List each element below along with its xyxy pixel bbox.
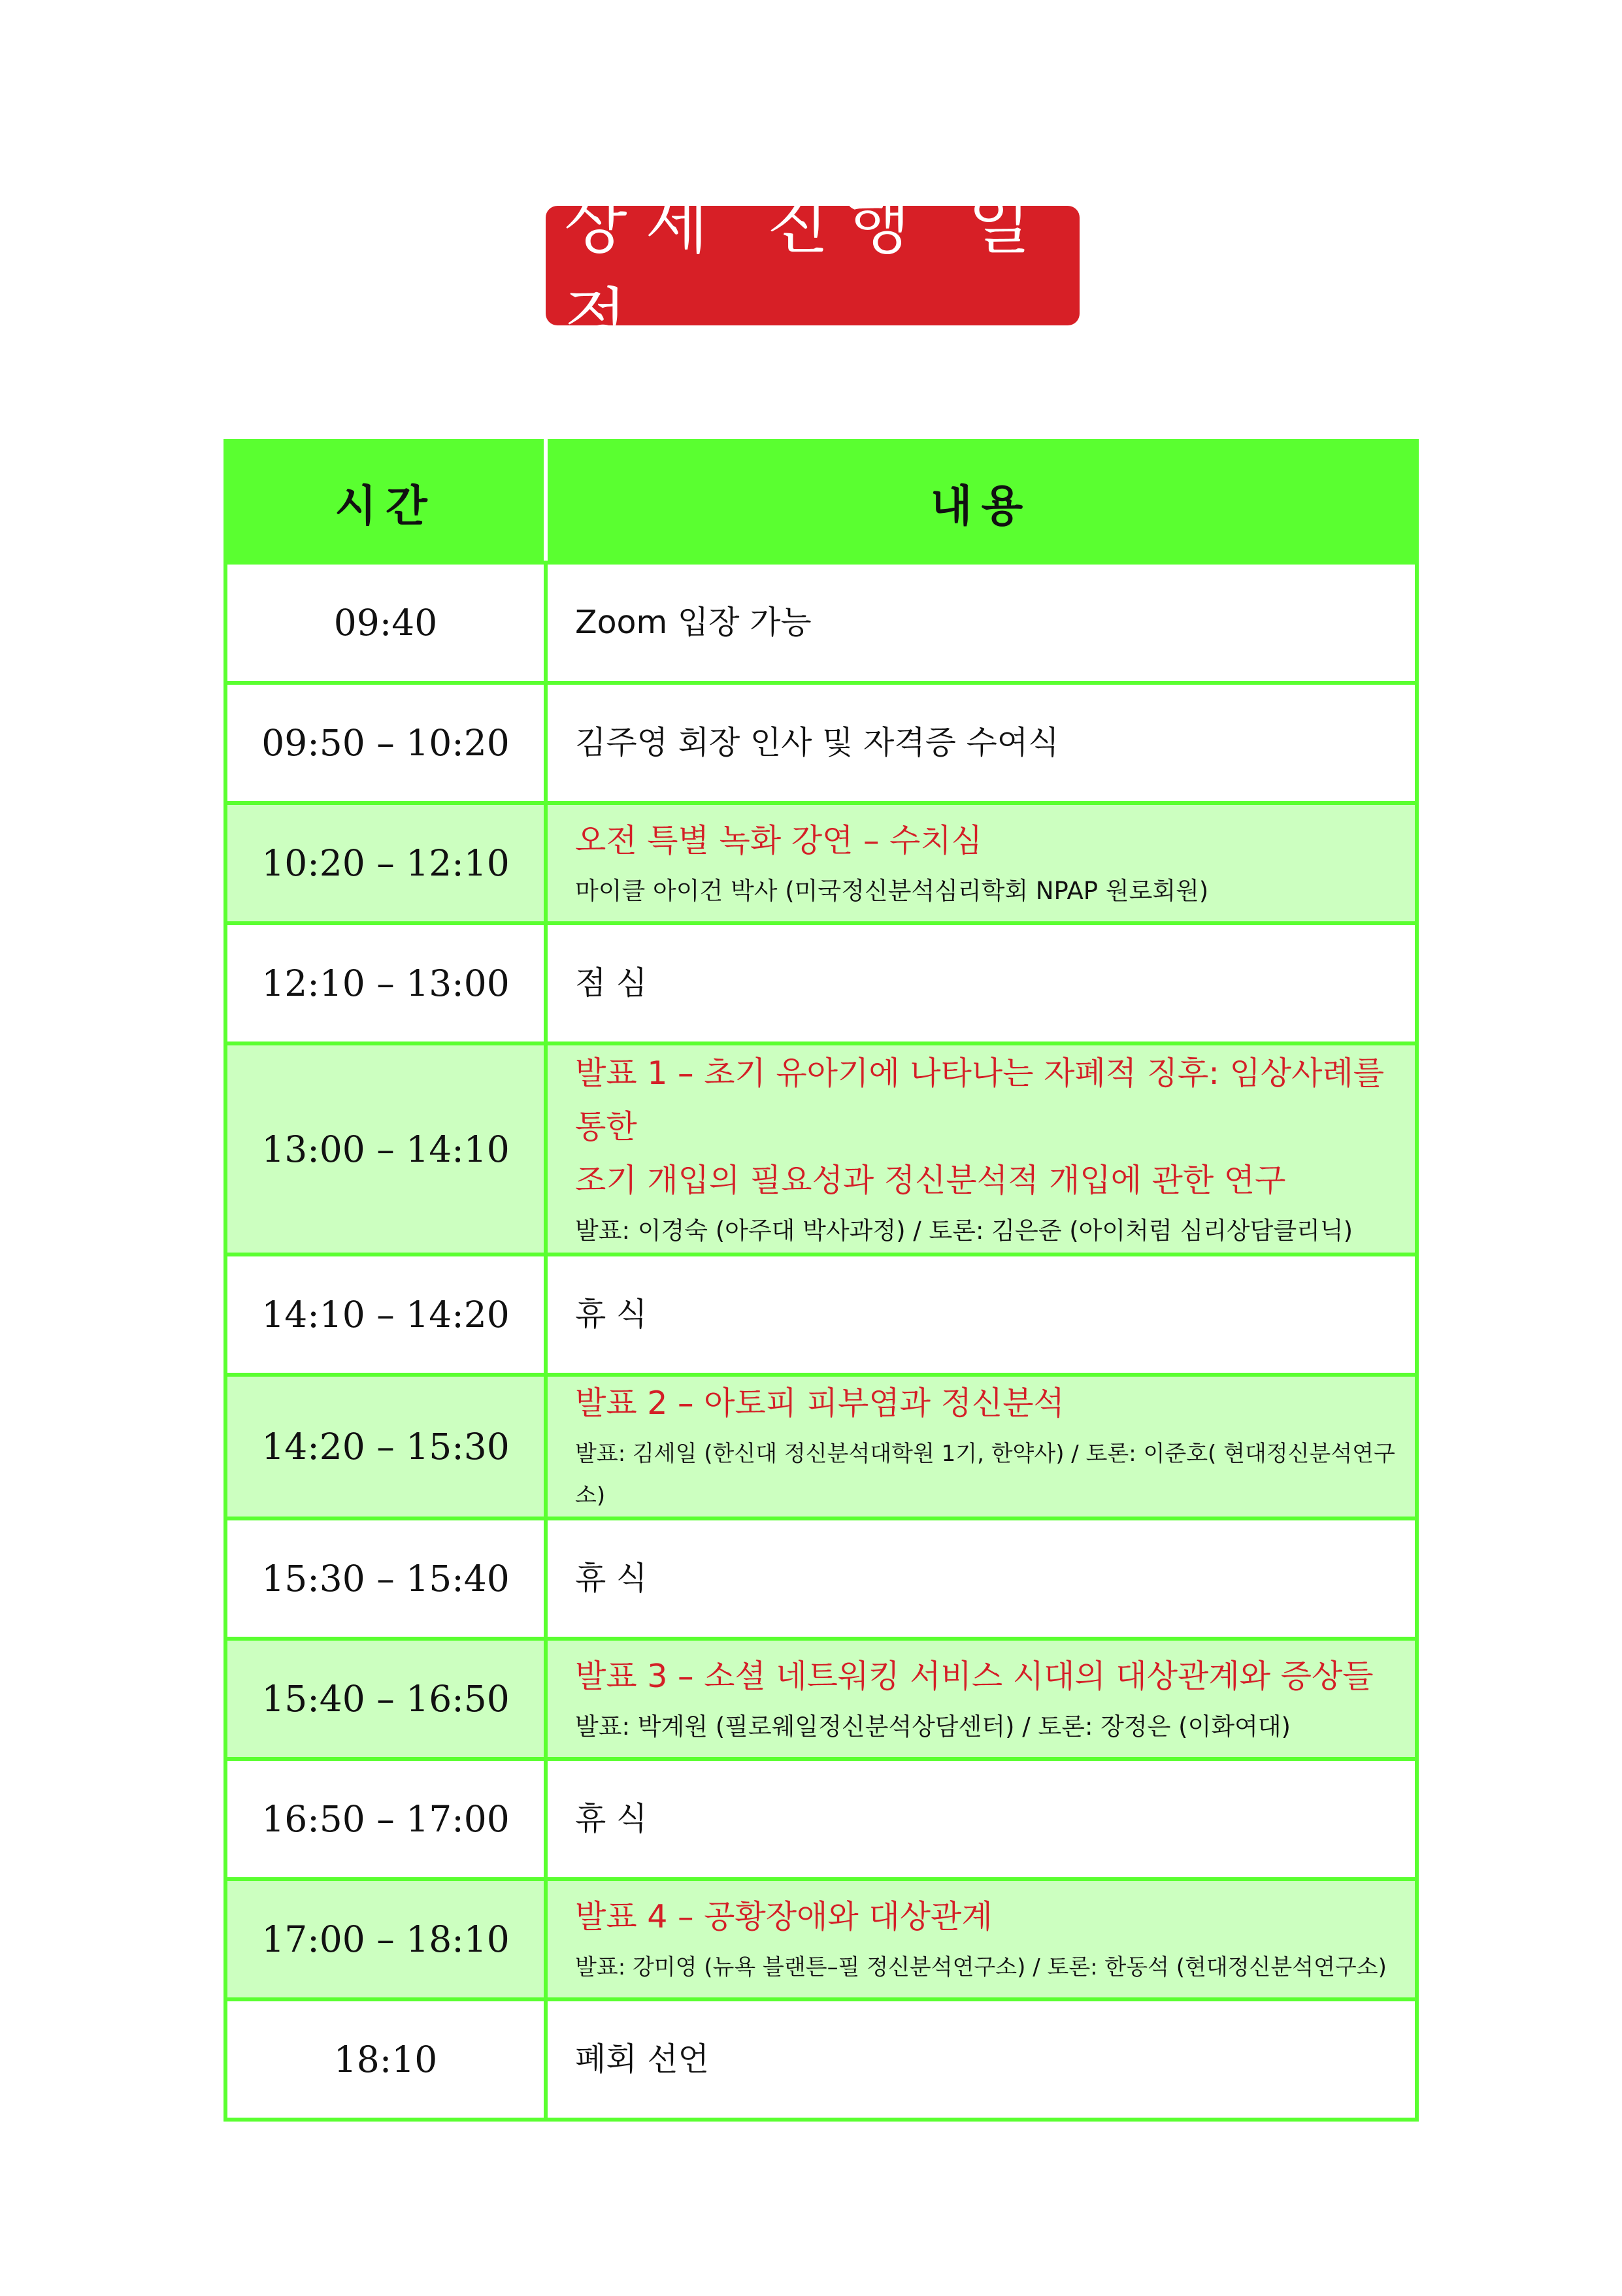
- row-content: [546, 1043, 1417, 1255]
- row-time: 12:10 – 13:00: [225, 923, 546, 1043]
- session-title: 발표 2 – 아토피 피부염과 정신분석: [575, 1385, 1065, 1422]
- table-row: [225, 803, 1417, 923]
- row-content: [546, 923, 1417, 1043]
- row-content: [546, 1518, 1417, 1639]
- header-content: 내용: [546, 441, 1417, 563]
- table-row: [225, 1639, 1417, 1759]
- schedule-table: [223, 439, 1419, 2122]
- row-time: 10:20 – 12:10: [225, 803, 546, 923]
- table-row: [225, 1879, 1417, 1999]
- table-row: [225, 1375, 1417, 1518]
- row-time: 16:50 – 17:00: [225, 1759, 546, 1879]
- row-main-text: 휴 식: [575, 1560, 648, 1597]
- row-time: 13:00 – 14:10: [225, 1043, 546, 1255]
- table-header-row: [225, 441, 1417, 563]
- session-title: 오전 특별 녹화 강연 – 수치심: [575, 822, 983, 859]
- session-speaker-line: 발표: 이경숙 (아주대 박사과정) / 토론: 김은준 (아이처럼 심리상담클리닉): [575, 1216, 1353, 1245]
- row-main-text: Zoom 입장 가능: [575, 604, 812, 641]
- row-main-text: 김주영 회장 인사 및 자격증 수여식: [575, 724, 1059, 761]
- header-time: 시간: [225, 441, 546, 563]
- row-time: 17:00 – 18:10: [225, 1879, 546, 1999]
- table-row: [225, 1518, 1417, 1639]
- table-row: [225, 1043, 1417, 1255]
- session-title: 발표 4 – 공황장애와 대상관계: [575, 1898, 993, 1935]
- row-content: [546, 683, 1417, 803]
- table-row: [225, 1255, 1417, 1375]
- row-time: 15:40 – 16:50: [225, 1639, 546, 1759]
- row-time: 14:20 – 15:30: [225, 1375, 546, 1518]
- session-title-line-2: 조기 개입의 필요성과 정신분석적 개입에 관한 연구: [575, 1161, 1286, 1199]
- row-time: 15:30 – 15:40: [225, 1518, 546, 1639]
- session-speaker-line: 마이클 아이건 박사 (미국정신분석심리학회 NPAP 원로회원): [575, 877, 1209, 905]
- row-content: [546, 1255, 1417, 1375]
- row-main-text: 휴 식: [575, 1800, 648, 1837]
- row-content: [546, 1879, 1417, 1999]
- row-content: [546, 803, 1417, 923]
- page-title: 상세 진행 일정: [564, 186, 1050, 357]
- row-main-text: 휴 식: [575, 1296, 648, 1333]
- row-content: [546, 1639, 1417, 1759]
- row-content: [546, 1759, 1417, 1879]
- session-speaker-line: 발표: 강미영 (뉴욕 블랜튼–필 정신분석연구소) / 토론: 한동석 (현대정신분석연구소): [575, 1954, 1387, 1980]
- table-row: [225, 923, 1417, 1043]
- row-time: 14:10 – 14:20: [225, 1255, 546, 1375]
- table-row: [225, 683, 1417, 803]
- session-title: 발표 3 – 소셜 네트워킹 서비스 시대의 대상관계와 증상들: [575, 1658, 1374, 1695]
- session-speaker-line: 발표: 박계원 (필로웨일정신분석상담센터) / 토론: 장정은 (이화여대): [575, 1713, 1291, 1741]
- table-row: [225, 1759, 1417, 1879]
- row-content: [546, 1375, 1417, 1518]
- row-time: 09:40: [225, 563, 546, 683]
- session-title-line-1: 발표 1 – 초기 유아기에 나타나는 자폐적 징후: 임상사례를 통한: [575, 1054, 1385, 1145]
- row-main-text: 점 심: [575, 964, 648, 1002]
- table-row: [225, 563, 1417, 683]
- table-row: [225, 1999, 1417, 2120]
- row-time: 09:50 – 10:20: [225, 683, 546, 803]
- row-content: [546, 1999, 1417, 2120]
- row-time: 18:10: [225, 1999, 546, 2120]
- row-main-text: 폐회 선언: [575, 2041, 709, 2078]
- row-content: [546, 563, 1417, 683]
- session-speaker-line: 발표: 김세일 (한신대 정신분석대학원 1기, 한약사) / 토론: 이준호( 현대정신분석연구소): [575, 1441, 1395, 1509]
- schedule-title-banner: [546, 186, 1080, 357]
